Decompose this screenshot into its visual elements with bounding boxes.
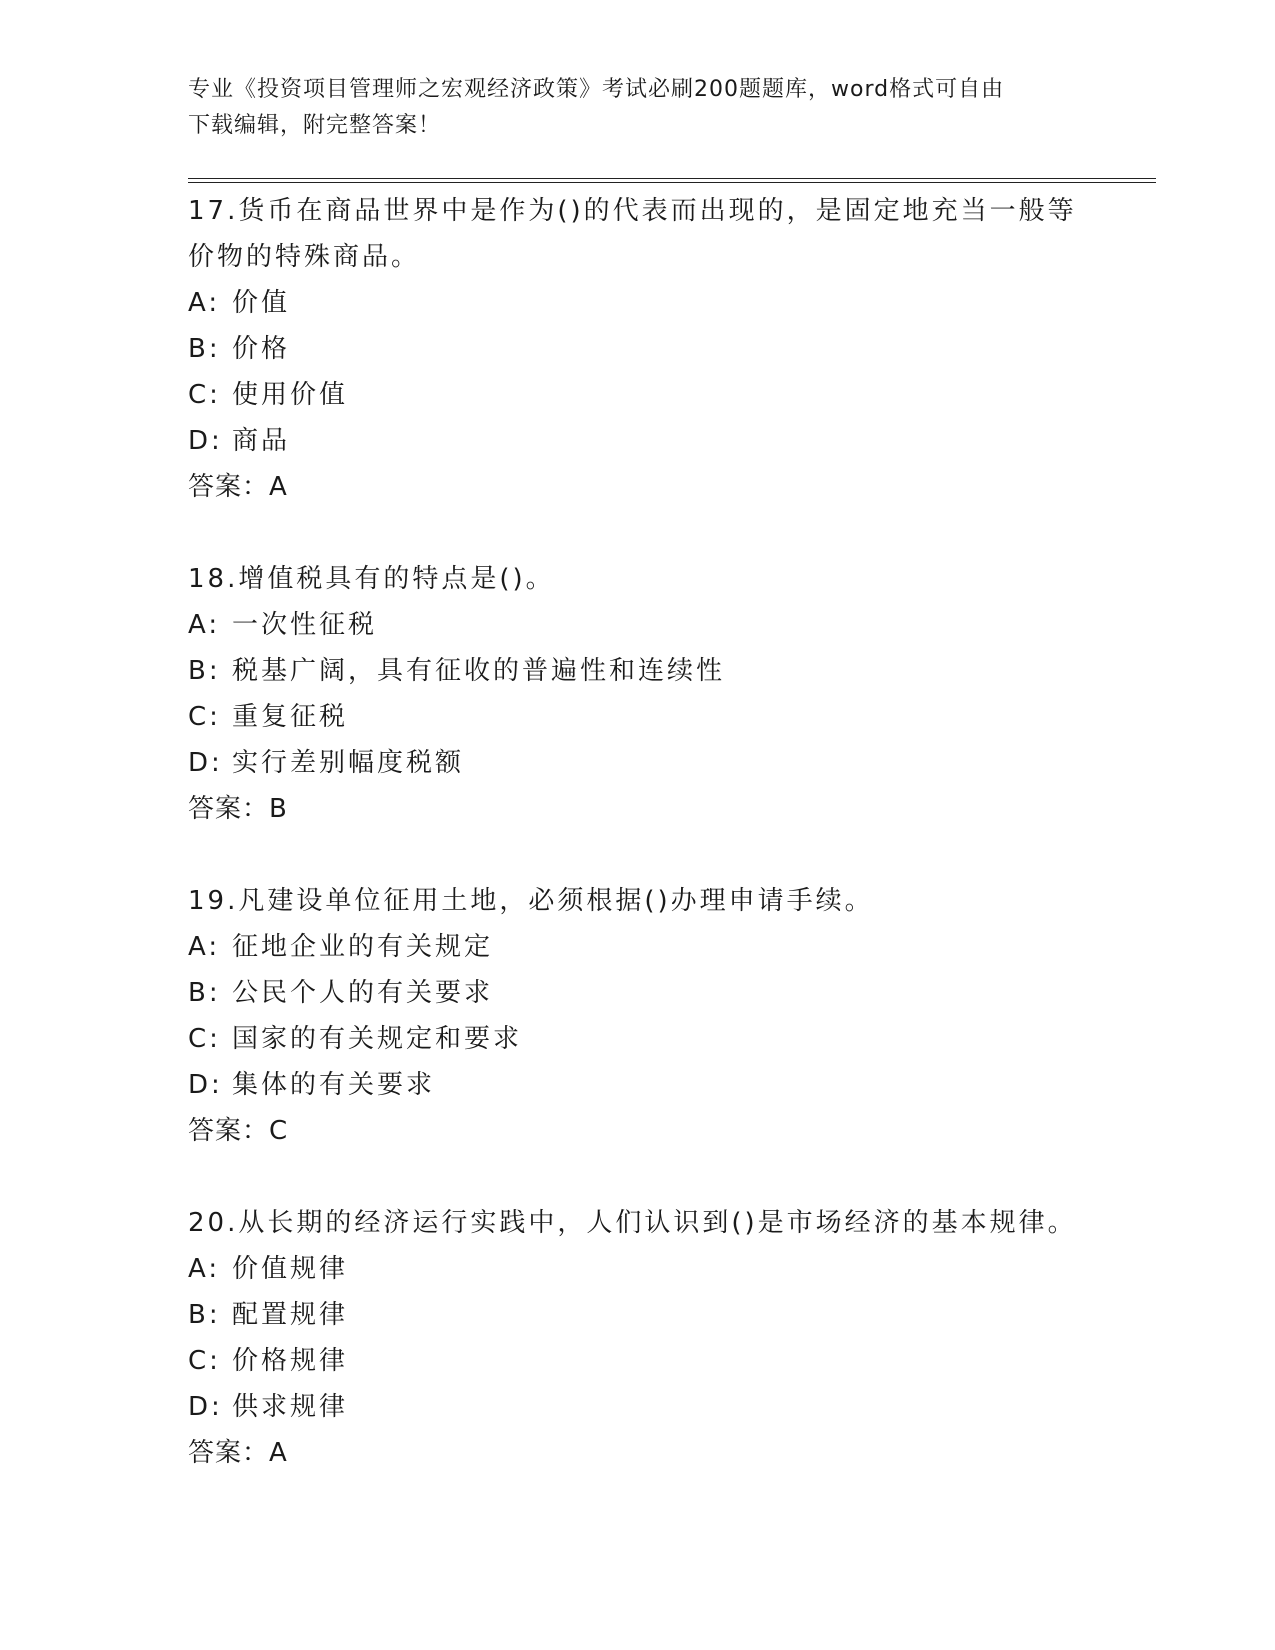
option-text: 一次性征税 [232,610,378,640]
option-d [188,1062,1088,1108]
option-text: 国家的有关规定和要求 [232,1024,523,1054]
option-letter: D: [188,426,223,456]
question-stem: 20.从长期的经济运行实践中，人们认识到()是市场经济的基本规律。 [188,1208,1077,1238]
header-line-2: 下载编辑，附完整答案！ [188,113,442,138]
option-text: 配置规律 [232,1300,349,1330]
option-text: 价值 [232,288,291,318]
option-text: 税基广阔，具有征收的普遍性和连续性 [232,656,726,686]
answer-line [188,1108,1088,1154]
option-d [188,1384,1088,1430]
option-a [188,280,1088,326]
question-17 [188,188,1088,510]
answer-value: B [269,794,288,824]
question-stem: 18.增值税具有的特点是()。 [188,564,555,594]
answer-line [188,464,1088,510]
option-letter: A: [188,610,221,640]
question-20 [188,1200,1088,1476]
option-text: 实行差别幅度税额 [232,748,465,778]
option-b [188,970,1088,1016]
option-a [188,1246,1088,1292]
answer-line [188,786,1088,832]
option-b [188,326,1088,372]
option-letter: C: [188,1024,221,1054]
option-text: 使用价值 [232,380,349,410]
option-d [188,418,1088,464]
option-a [188,602,1088,648]
option-letter: B: [188,978,221,1008]
option-letter: C: [188,380,221,410]
answer-label: 答案： [188,1438,270,1468]
option-text: 重复征税 [232,702,349,732]
question-stem: 19.凡建设单位征用土地，必须根据()办理申请手续。 [188,886,874,916]
option-letter: D: [188,1392,223,1422]
document-header [188,72,1088,144]
option-d [188,740,1088,786]
option-text: 价格规律 [232,1346,349,1376]
answer-label: 答案： [188,472,270,502]
option-letter: B: [188,334,221,364]
answer-line [188,1430,1088,1476]
option-letter: D: [188,748,223,778]
option-c [188,372,1088,418]
header-divider-top [188,178,1156,179]
option-letter: C: [188,702,221,732]
option-c [188,694,1088,740]
question-list [188,188,1088,1522]
question-stem-continued: 价物的特殊商品。 [188,242,421,272]
option-letter: D: [188,1070,223,1100]
option-text: 商品 [232,426,291,456]
header-line-1: 专业《投资项目管理师之宏观经济政策》考试必刷200题题库，word格式可自由 [188,77,1005,102]
option-letter: B: [188,1300,221,1330]
option-letter: A: [188,1254,221,1284]
answer-value: A [269,472,288,502]
option-letter: B: [188,656,221,686]
option-text: 供求规律 [232,1392,349,1422]
option-text: 集体的有关要求 [232,1070,436,1100]
option-c [188,1016,1088,1062]
header-divider-bottom [188,182,1156,183]
option-letter: C: [188,1346,221,1376]
answer-label: 答案： [188,794,270,824]
question-19 [188,878,1088,1154]
option-b [188,648,1088,694]
option-text: 价格 [232,334,291,364]
answer-label: 答案： [188,1116,270,1146]
answer-value: A [269,1438,288,1468]
option-a [188,924,1088,970]
option-text: 价值规律 [232,1254,349,1284]
option-letter: A: [188,288,221,318]
option-letter: A: [188,932,221,962]
option-c [188,1338,1088,1384]
option-b [188,1292,1088,1338]
question-18 [188,556,1088,832]
question-stem: 17.货币在商品世界中是作为()的代表而出现的，是固定地充当一般等 [188,196,1077,226]
option-text: 公民个人的有关要求 [232,978,494,1008]
answer-value: C [269,1116,289,1146]
option-text: 征地企业的有关规定 [232,932,494,962]
